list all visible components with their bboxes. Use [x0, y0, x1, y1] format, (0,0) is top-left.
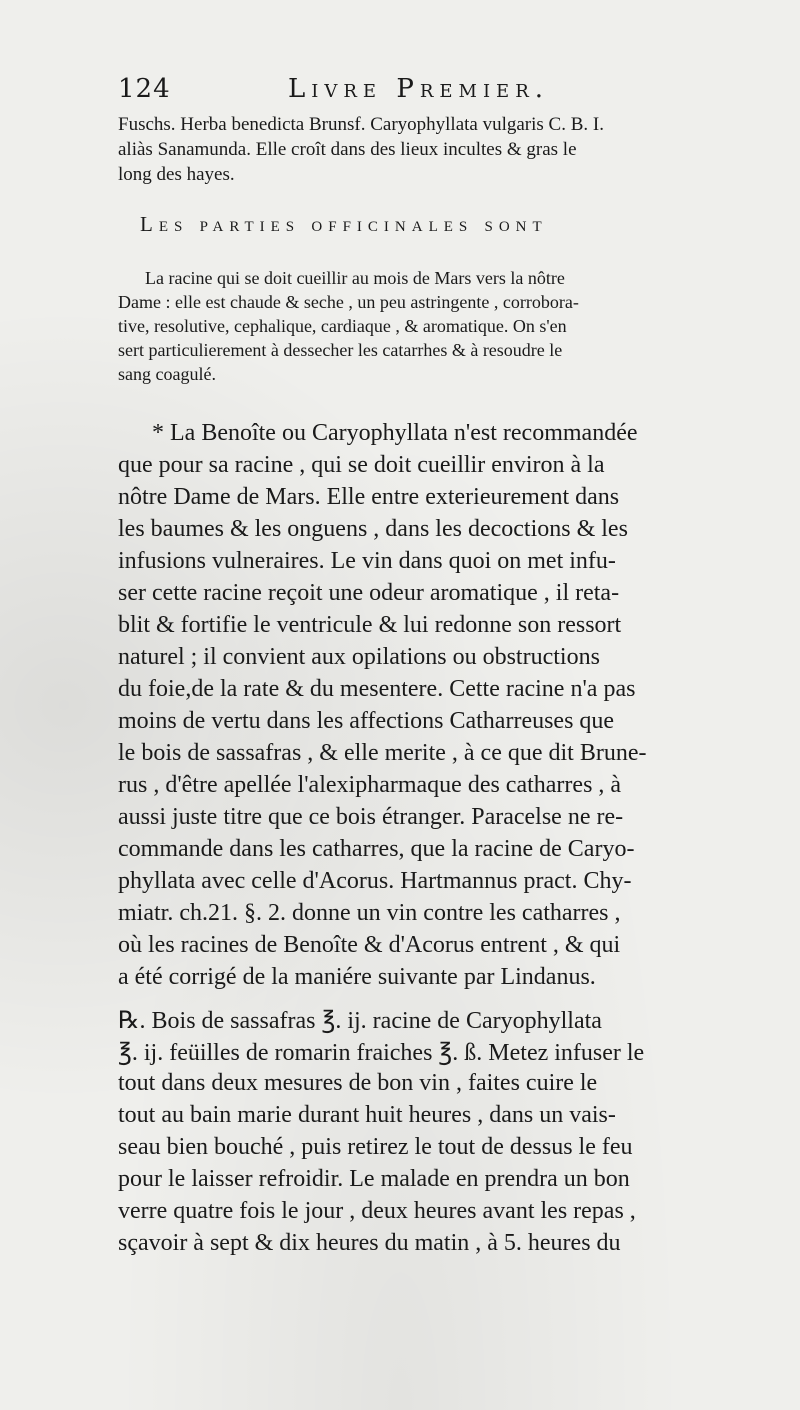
recipe-line: tout au bain marie durant huit heures , dans un vais- [118, 1102, 616, 1128]
synonyms-line: aliàs Sanamunda. Elle croît dans des lieux incultes & gras le [118, 139, 577, 160]
benoite-line: miatr. ch.21. §. 2. donne un vin contre les catharres , [118, 900, 621, 926]
recipe-line: pour le laisser refroidir. Le malade en prendra un bon [118, 1166, 630, 1192]
benoite-line: commande dans les catharres, que la racine de Caryo- [118, 836, 635, 862]
recipe-line: ℥. ij. feüilles de romarin fraiches ℥. ß. Metez infuser le [118, 1040, 645, 1066]
benoite-line: infusions vulneraires. Le vin dans quoi on met infu- [118, 548, 616, 574]
synonyms-line: Fuschs. Herba benedicta Brunsf. Caryophyllata vulgaris C. B. I. [118, 114, 604, 135]
officinal-line: sert particulierement à dessecher les catarrhes & à resoudre le [118, 340, 563, 360]
benoite-line: nôtre Dame de Mars. Elle entre exterieurement dans [118, 484, 620, 510]
benoite-line: ser cette racine reçoit une odeur aromatique , il reta- [118, 580, 620, 606]
recipe-line: seau bien bouché , puis retirez le tout de dessus le feu [118, 1134, 633, 1160]
officinal-line: La racine qui se doit cueillir au mois de Mars vers la nôtre [145, 268, 565, 288]
officinal-line: sang coagulé. [118, 364, 216, 384]
benoite-line: phyllata avec celle d'Acorus. Hartmannus pract. Chy- [118, 868, 632, 894]
benoite-line: le bois de sassafras , & elle merite , à ce que dit Brune- [118, 740, 647, 766]
benoite-line: du foie,de la rate & du mesentere. Cette racine n'a pas [118, 676, 636, 702]
page-header [118, 74, 758, 114]
benoite-line: * La Benoîte ou Caryophyllata n'est recommandée [152, 420, 638, 446]
synonyms-line: long des hayes. [118, 164, 235, 185]
running-head: Livre Premier. [288, 74, 550, 104]
benoite-line: les baumes & les onguens , dans les decoctions & les [118, 516, 628, 542]
page-number: 124 [118, 74, 171, 104]
officinal-line: tive, resolutive, cephalique, cardiaque , & aromatique. On s'en [118, 316, 567, 336]
benoite-line: où les racines de Benoîte & d'Acorus entrent , & qui [118, 932, 621, 958]
benoite-line: a été corrigé de la maniére suivante par Lindanus. [118, 964, 596, 990]
benoite-line: moins de vertu dans les affections Catharreuses que [118, 708, 615, 734]
recipe-line: verre quatre fois le jour , deux heures avant les repas , [118, 1198, 636, 1224]
section-heading: Les parties officinales sont [140, 212, 548, 236]
recipe-line: tout dans deux mesures de bon vin , faites cuire le [118, 1070, 598, 1096]
benoite-line: rus , d'être apellée l'alexipharmaque des catharres , à [118, 772, 622, 798]
benoite-line: aussi juste titre que ce bois étranger. Paracelse ne re- [118, 804, 624, 830]
benoite-line: naturel ; il convient aux opilations ou obstructions [118, 644, 600, 670]
benoite-line: que pour sa racine , qui se doit cueillir environ à la [118, 452, 605, 478]
recipe-line: sçavoir à sept & dix heures du matin , à 5. heures du [118, 1230, 621, 1256]
officinal-line: Dame : elle est chaude & seche , un peu astringente , corrobora- [118, 292, 579, 312]
recipe-line: ℞. Bois de sassafras ℥. ij. racine de Caryophyllata [118, 1008, 602, 1034]
benoite-line: blit & fortifie le ventricule & lui redonne son ressort [118, 612, 622, 638]
